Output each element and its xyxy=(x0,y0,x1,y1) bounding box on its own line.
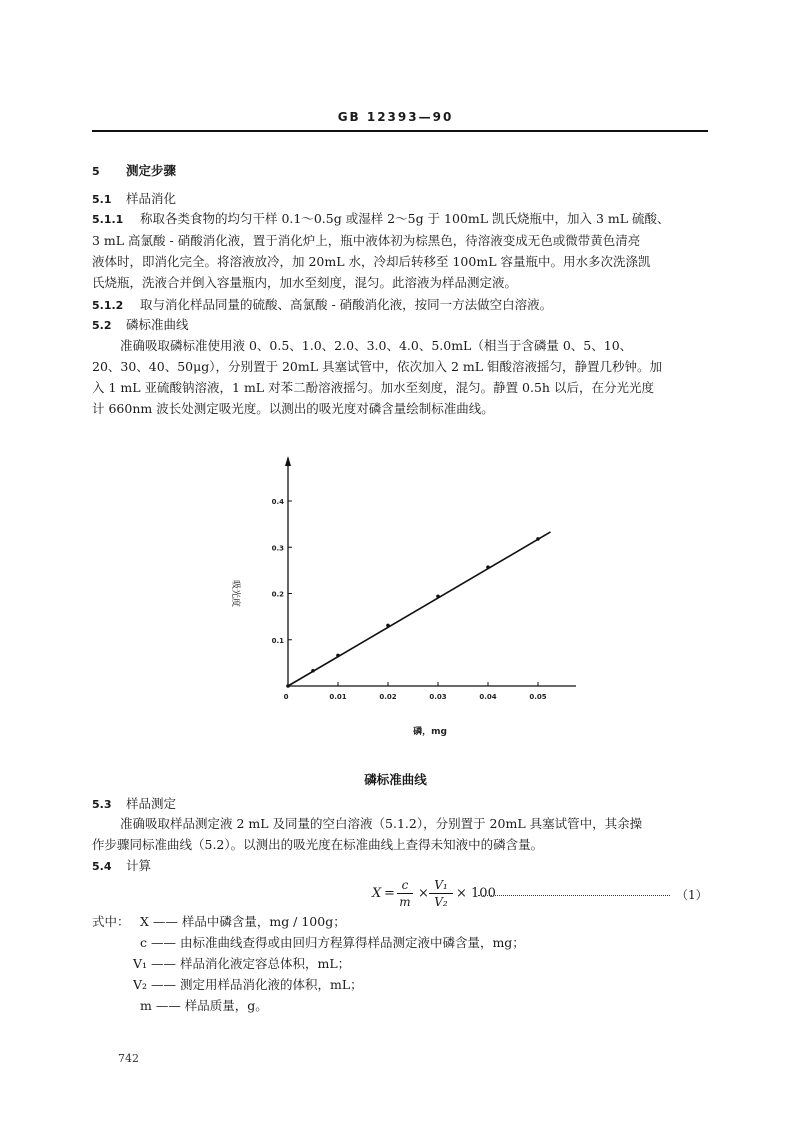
section-5-2-title: 磷标准曲线 xyxy=(126,317,189,332)
section-5-1-title: 样品消化 xyxy=(126,191,177,206)
where-prefix: 式中： xyxy=(92,914,130,929)
formula-c: c xyxy=(401,878,409,892)
data-point xyxy=(311,669,315,673)
section-5-4-number: 5.4 xyxy=(92,860,112,873)
x-tick-label: 0.01 xyxy=(329,693,347,701)
section-5-2-line3: 入 1 mL 亚硫酸钠溶液，1 mL 对苯二酚溶液摇匀。加水至刻度，混匀。静置 0.5h 以后，在分光光度 xyxy=(92,380,654,395)
section-5-3-line1: 准确吸取样品测定液 2 mL 及同量的空白溶液（5.1.2），分别置于 20mL 具塞试管中，其余操 xyxy=(120,816,643,831)
formula-leader-dots xyxy=(478,886,670,896)
data-point xyxy=(486,565,490,569)
section-5-2-number: 5.2 xyxy=(92,319,112,332)
section-5-1-1-line3: 液体时，即消化完全。将溶液放冷，加 20mL 水，冷却后转移至 100mL 容量瓶中。用水多次洗涤凯 xyxy=(92,254,651,269)
section-5-2-line4: 计 660nm 波长处测定吸光度。以测出的吸光度对磷含量绘制标准曲线。 xyxy=(92,401,494,416)
section-5-1-1-line4: 氏烧瓶，洗液合并倒入容量瓶内，加水至刻度，混匀。此溶液为样品测定液。 xyxy=(92,275,518,290)
y-tick-label: 0.1 xyxy=(271,636,284,645)
y-axis-label: 吸光度 xyxy=(230,580,240,608)
page-number: 742 xyxy=(118,1052,139,1065)
section-5-2-line2: 20、30、40、50μg），分别置于 20mL 具塞试管中，依次加入 2 mL 钼酸溶液摇匀，静置几秒钟。加 xyxy=(92,359,663,374)
section-5-3-title: 样品测定 xyxy=(126,796,177,811)
y-tick-label: 0.4 xyxy=(271,498,284,506)
data-point xyxy=(336,654,340,658)
section-5-1-1-text1: 称取各类食物的均匀干样 0.1～0.5g 或湿样 2～5g 于 100mL 凯氏烧瓶中，加入 3 mL 硫酸、 xyxy=(140,211,670,226)
section-5-4-heading xyxy=(92,857,151,876)
section-5-1-1-number: 5.1.1 xyxy=(92,213,124,226)
x-tick-label: 0 xyxy=(283,693,289,701)
formula-lhs: X xyxy=(372,886,382,901)
section-5-1-2-number: 5.1.2 xyxy=(92,299,124,312)
formula-m: m xyxy=(399,895,411,909)
section-5-number: 5 xyxy=(92,165,100,178)
formula-factor: × 100 xyxy=(456,886,496,901)
x-tick-label: 0.02 xyxy=(379,693,397,701)
y-tick-label: 0.3 xyxy=(271,544,284,553)
data-point xyxy=(436,594,440,598)
formula-v2: V₂ xyxy=(434,895,448,909)
section-5-2-line1: 准确吸取磷标准使用液 0、0.5、1.0、2.0、3.0、4.0、5.0mL（相当于含磷量 0、5、10、 xyxy=(120,338,633,353)
section-5-1-1-line2: 3 mL 高氯酸 - 硝酸消化液，置于消化炉上，瓶中液体初为棕黑色，待溶液变成无色或微带黄色清亮 xyxy=(92,233,641,248)
def-v2: V₂ —— 测定用样品消化液的体积，mL； xyxy=(133,977,363,992)
chart-caption: 磷标准曲线 xyxy=(364,772,427,787)
section-5-title: 测定步骤 xyxy=(126,163,177,178)
y-tick-label: 0.2 xyxy=(271,590,284,599)
section-5-3-number: 5.3 xyxy=(92,798,112,811)
data-point xyxy=(536,537,540,541)
section-5-3-heading xyxy=(92,795,176,814)
section-5-3-line2: 作步骤同标准曲线（5.2）。以测出的吸光度在标准曲线上查得未知液中的磷含量。 xyxy=(92,837,544,852)
standard-curve-line xyxy=(288,532,551,686)
section-5-1-2-text: 取与消化样品同量的硫酸、高氯酸 - 硝酸消化液，按同一方法做空白溶液。 xyxy=(140,297,553,312)
x-axis-label: 磷，mg xyxy=(413,727,447,737)
def-m: m —— 样品质量，g。 xyxy=(140,998,268,1013)
section-5-1-number: 5.1 xyxy=(92,193,112,206)
def-x: X —— 样品中磷含量，mg / 100g； xyxy=(140,914,346,929)
x-tick-label: 0.04 xyxy=(479,693,497,701)
formula-v1: V₁ xyxy=(434,878,448,892)
formula-equation-number: （1） xyxy=(676,888,708,902)
y-axis-arrow xyxy=(285,456,291,466)
data-point xyxy=(286,684,290,688)
x-tick-label: 0.05 xyxy=(529,693,547,701)
data-point xyxy=(386,624,390,628)
x-tick-label: 0.03 xyxy=(429,693,447,701)
section-5-4-title: 计算 xyxy=(126,858,152,873)
formula-times: × xyxy=(418,886,429,901)
standard-code-header: GB 12393—90 xyxy=(337,110,454,124)
def-c: c —— 由标准曲线查得或由回归方程算得样品测定液中磷含量，mg； xyxy=(140,935,525,950)
def-v1: V₁ —— 样品消化液定容总体积，mL； xyxy=(133,956,351,971)
